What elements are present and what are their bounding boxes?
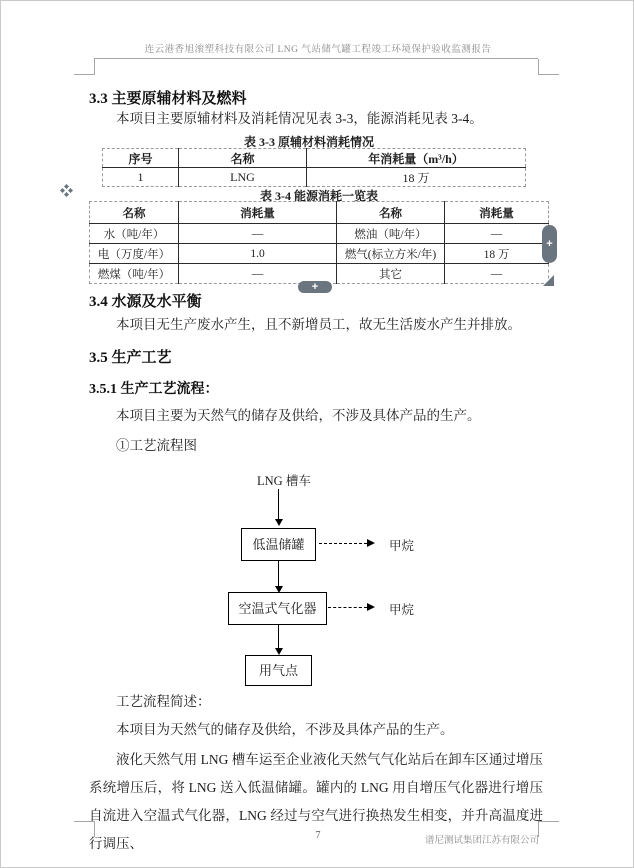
flow-figure-label: ①工艺流程图 (116, 438, 197, 453)
table-3-4-header-cell: 名称 (337, 202, 445, 224)
arrow-head-icon (275, 648, 283, 655)
table-3-4-header-row (90, 202, 549, 224)
table-3-3-cell: 1 (103, 168, 179, 187)
table-3-4-cell: — (445, 264, 549, 284)
header-rule (94, 58, 538, 59)
process-description-title: 工艺流程简述： (116, 694, 211, 709)
plus-icon: + (546, 237, 553, 250)
flow-dashed-arrow (319, 543, 367, 544)
table-3-3-header-cell: 序号 (103, 149, 179, 168)
flow-byproduct-label: 甲烷 (389, 603, 415, 617)
flow-node-cryogenic-tank: 低温储罐 (241, 528, 316, 561)
table-3-4-cell: 1.0 (179, 244, 337, 264)
table-3-4-cell: 水（吨/年） (90, 224, 179, 244)
paragraph-materials-intro: 本项目主要原辅材料及消耗情况见表 3-3，能源消耗见表 3-4。 (116, 111, 483, 126)
table-3-4-cell: 燃气(标立方米/年) (337, 244, 445, 264)
arrow-head-icon (367, 603, 375, 611)
plus-icon: + (311, 280, 319, 293)
heading-3-3: 3.3 主要原辅材料及燃料 (89, 91, 247, 107)
footer-company: 谱尼测试集团江苏有限公司 (424, 836, 539, 846)
table-3-4 (89, 201, 549, 284)
flow-byproduct-label: 甲烷 (389, 539, 415, 553)
table-move-handle-icon[interactable] (60, 184, 73, 197)
table-3-4-caption: 表 3-4 能源消耗一览表 (260, 189, 378, 203)
paragraph-water-balance: 本项目无生产废水产生，且不新增员工，故无生活废水产生并排放。 (116, 317, 521, 332)
arrow-head-icon (275, 519, 283, 526)
page-number: 7 (315, 830, 321, 841)
flow-node-ambient-vaporizer: 空温式气化器 (228, 592, 327, 625)
table-3-4-header-cell: 消耗量 (445, 202, 549, 224)
paragraph-process-intro: 本项目主要为天然气的储存及供给，不涉及具体产品的生产。 (116, 408, 481, 423)
table-row (90, 224, 549, 244)
process-description-paragraph: 本项目为天然气的储存及供给，不涉及具体产品的生产。 (116, 722, 454, 737)
table-3-4-cell: — (179, 224, 337, 244)
heading-3-5-1: 3.5.1 生产工艺流程： (89, 382, 219, 397)
table-3-4-cell: 电（万度/年） (90, 244, 179, 264)
flow-node-gas-use-point: 用气点 (245, 655, 312, 686)
heading-3-5: 3.5 生产工艺 (89, 350, 172, 366)
insert-row-button[interactable] (298, 281, 332, 293)
table-3-4-cell: — (179, 264, 337, 284)
table-3-4-header-cell: 名称 (90, 202, 179, 224)
flow-dashed-arrow (328, 607, 367, 608)
table-row (90, 244, 549, 264)
table-3-4-cell: — (445, 224, 549, 244)
page-header-title: 连云港香旭滚塑科技有限公司 LNG 气站储气罐工程竣工环境保护验收监测报告 (144, 45, 492, 55)
table-3-4-cell: 燃油（吨/年） (337, 224, 445, 244)
four-way-arrow-icon (60, 184, 73, 197)
flow-arrow-down (278, 624, 279, 649)
process-description-paragraph: 液化天然气用 LNG 槽车运至企业液化天然气气化站后在卸车区通过增压系统增压后，将 LNG 送入低温储罐。罐内的 LNG 用自增压气化器进行增压自流进入空温式气化器，LNG 经过与空气进行换热发生相变，并升高温度进行调压、 (89, 752, 543, 851)
flow-source-label: LNG 槽车 (257, 474, 311, 488)
margin-crop-mark-top-right (538, 59, 559, 75)
table-3-4-cell: 18 万 (445, 244, 549, 264)
table-resize-handle[interactable] (543, 275, 554, 286)
table-3-3-caption: 表 3-3 原辅材料消耗情况 (244, 135, 374, 149)
table-3-3-header-row (103, 149, 526, 168)
table-3-3-header-cell: 年消耗量（m³/h） (307, 149, 526, 168)
flow-arrow-down (278, 560, 279, 587)
table-3-3-cell: LNG (179, 168, 307, 187)
heading-3-4: 3.4 水源及水平衡 (89, 294, 202, 310)
table-3-4-cell: 其它 (337, 264, 445, 284)
table-row (103, 168, 526, 187)
margin-crop-mark-top-left (74, 59, 95, 75)
table-3-4-cell: 燃煤（吨/年） (90, 264, 179, 284)
table-3-4-header-cell: 消耗量 (179, 202, 337, 224)
flow-arrow-down (278, 489, 279, 519)
arrow-head-icon (367, 539, 375, 547)
table-3-3 (102, 148, 526, 187)
table-3-3-header-cell: 名称 (179, 149, 307, 168)
table-3-3-cell: 18 万 (307, 168, 526, 187)
insert-column-button[interactable] (542, 225, 557, 263)
